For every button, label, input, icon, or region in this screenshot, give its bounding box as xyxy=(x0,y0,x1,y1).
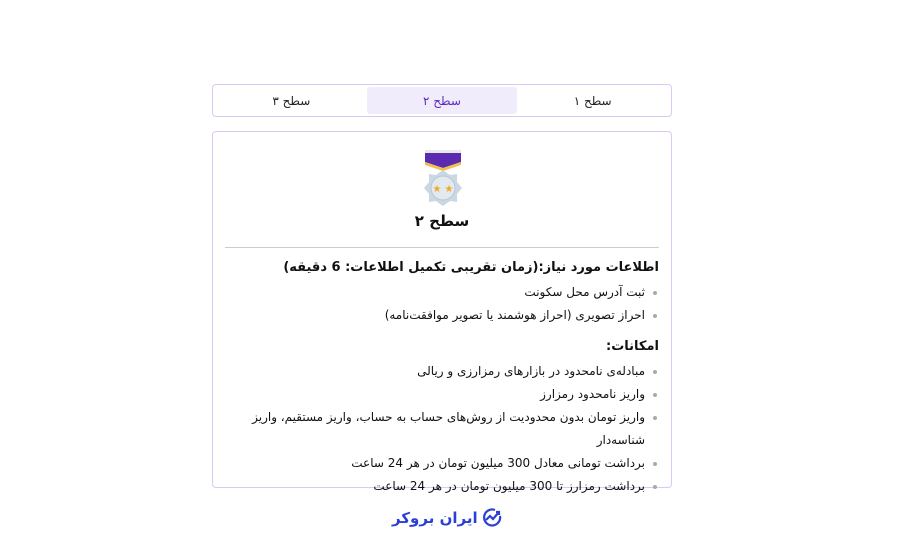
features-heading: امکانات: xyxy=(606,339,659,354)
list-item: مبادله‌ی نامحدود در بازارهای رمزارزی و ریالی xyxy=(225,360,645,383)
tab-level-2[interactable]: سطح ۲ xyxy=(367,87,518,114)
features-list xyxy=(225,360,659,498)
list-item: ثبت آدرس محل سکونت xyxy=(225,281,645,304)
requirements-heading: اطلاعات مورد نیاز:(زمان تقریبی تکمیل اطلاعات: 6 دقیقه) xyxy=(283,260,659,275)
divider xyxy=(225,247,659,248)
chart-trend-icon xyxy=(482,508,504,528)
level-card xyxy=(212,131,672,493)
svg-text:★: ★ xyxy=(432,184,442,195)
level-title: سطح ۲ xyxy=(414,212,470,230)
level-tabs xyxy=(212,84,672,117)
list-item: احراز تصویری (احراز هوشمند یا تصویر موافقت‌نامه) xyxy=(225,304,645,327)
tab-level-3[interactable]: سطح ۳ xyxy=(272,93,311,108)
requirements-list xyxy=(225,281,659,327)
list-item: برداشت رمزارز تا 300 میلیون تومان در هر 24 ساعت xyxy=(225,475,645,498)
brand-logo[interactable] xyxy=(392,508,504,528)
brand-name: ایران بروکر xyxy=(392,509,478,527)
list-item: برداشت تومانی معادل 300 میلیون تومان در هر 24 ساعت xyxy=(225,452,645,475)
medal-two-stars-icon xyxy=(419,148,467,208)
list-item: واریز نامحدود رمزارز xyxy=(225,383,645,406)
list-item: واریز تومان بدون محدودیت از روش‌های حساب به حساب، واریز مستقیم، واریز شناسه‌دار xyxy=(225,406,645,452)
svg-text:★: ★ xyxy=(444,184,454,195)
tab-level-1[interactable]: سطح ۱ xyxy=(573,93,612,108)
